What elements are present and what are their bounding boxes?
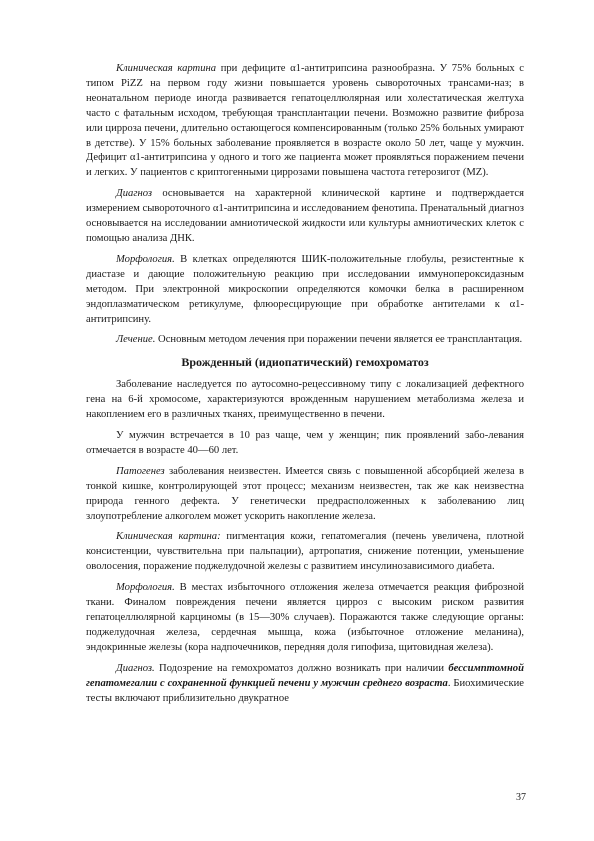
paragraph-lead: Лечение. xyxy=(116,334,156,346)
paragraph-text: основывается на характерной клинической картине и подтверждается измерением сывороточного α1-антитрипсина и исследованием фенотипа. Пренатальный диагноз основывается на исследовании амниотической жидкости или культуры амниотических клеток с помощью анализа ДНК. xyxy=(86,188,524,244)
paragraph-lead: Клиническая картина xyxy=(116,63,217,74)
paragraph-morphology-hemochromatosis xyxy=(86,581,524,656)
paragraph-prevalence xyxy=(86,429,524,459)
paragraph-text: Основным методом лечения при поражении печени является ее трансплантация. xyxy=(155,334,523,346)
paragraph-text: В местах избыточного отложения железа отмечается реакция фиброзной ткани. Финалом повреждения печени является цирроз с высоким риском развития гепатоцеллюлярной карциномы (в 15—30% случаев). Поражаются также следующие органы: поджелудочная железа, сердечная мышца, кожа (избыточное отложение меланина), эндокринные железы (кора надпочечников, передняя доля гипофиза, щитовидная железа). xyxy=(86,582,524,653)
paragraph-text: пигментация кожи, гепатомегалия (печень увеличена, плотной консистенции, чувствительна при пальпации), артропатия, снижение потенции, уменьшение оволосения, поражение поджелудочной железы с развитием инсулинозависимого диабета. xyxy=(86,531,524,573)
paragraph-text: заболевания неизвестен. Имеется связь с повышенной абсорбцией железа в тонкой кишке, контролирующей этот процесс; механизм неизвестен, так же как неизвестна природа генного дефекта. У генетически предрасположенных к заболеванию лиц злоупотребление алкоголем может ускорить накопление железа. xyxy=(86,465,524,522)
paragraph-clinical-picture-deficiency xyxy=(86,62,524,181)
section-heading: Врожденный (идиопатический) гемохроматоз xyxy=(181,355,429,370)
paragraph-text: при дефиците α1-антитрипсина разнообразна. У 75% больных с типом PiZZ на первом году жизни повышается уровень сывороточных трансами-наз; в неонатальном периоде иногда развивается гепатоцеллюлярная или холестатическая желтуха часто с фатальным исходом, требующая трансплантации печени. Возможно развитие фиброза или цирроза печени, длительно остающегося компенсированным (только 25% больных умирают в детстве). У 15% больных заболевание проявляется в возрасте около 50 лет, чаще у мужчин. Дефицит α1-антитрипсина у одного и того же пациента может проявляться поражением печени и легких. У пациентов с криптогенными циррозами повышена частота гетерозигот (MZ). xyxy=(86,63,524,179)
paragraph-lead: Патогенез xyxy=(116,465,165,477)
paragraph-lead: Диагноз. xyxy=(116,662,155,674)
paragraph-text: В клетках определяются ШИК-положительные глобулы, резистентные к диастазе и дающие положительную реакцию при исследовании иммунопероксидазным методом. При электронной микроскопии определяются комочки белка в расширенном эндоплазматическом ретикулуме, флюоресцирующие при обработке антителами к α1-антитрипсину. xyxy=(86,253,524,325)
page-number: 37 xyxy=(516,792,526,803)
paragraph-morphology-deficiency xyxy=(86,253,524,328)
paragraph-lead: Морфология. xyxy=(116,253,175,265)
paragraph-text: Заболевание наследуется по аутосомно-рецессивному типу с локализацией дефектного гена на 6-й хромосоме, характеризуются врожденным нарушением метаболизма железа и накоплением его в различных тканях, преимущественно в печени. xyxy=(86,379,524,421)
paragraph-diagnosis-hemochromatosis xyxy=(86,662,524,707)
paragraph-text: . Биохимические тесты включают приблизительно двукратное xyxy=(86,677,525,704)
paragraph-emphasis: бессимптомной гепатомегалии с сохраненной функцией печени у мужчин среднего возраста xyxy=(86,662,524,689)
paragraph-inheritance xyxy=(86,378,524,423)
paragraph-lead: Морфология. xyxy=(116,582,175,594)
paragraph-lead: Диагноз xyxy=(116,188,153,200)
paragraph-clinical-picture-hemochromatosis xyxy=(86,530,524,575)
paragraph-text: У мужчин встречается в 10 раз чаще, чем у женщин; пик проявлений забо-левания отмечается в возрасте 40—60 лет. xyxy=(86,430,524,456)
paragraph-treatment-deficiency xyxy=(86,333,524,348)
paragraph-diagnosis-deficiency xyxy=(86,187,524,247)
paragraph-text: Подозрение на гемохроматоз должно возникать при наличии xyxy=(154,662,449,674)
paragraph-pathogenesis xyxy=(86,465,524,525)
paragraph-lead: Клиническая картина: xyxy=(116,531,221,543)
page-content xyxy=(86,62,524,712)
